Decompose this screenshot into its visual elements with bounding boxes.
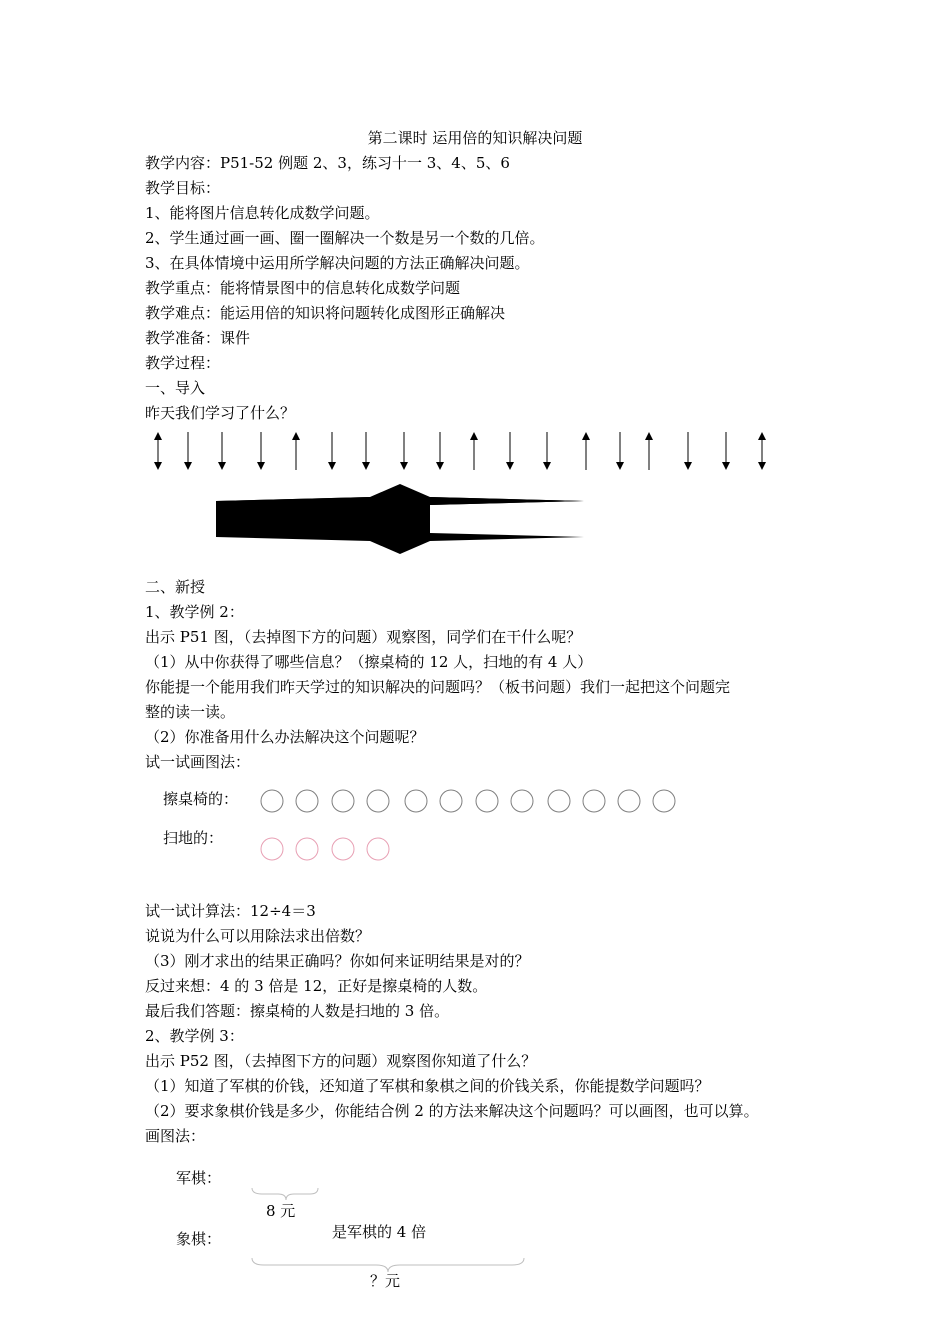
intro-heading: 一、导入 xyxy=(145,379,206,397)
sweep-circle xyxy=(332,838,354,860)
lesson-heading: 二、新授 xyxy=(145,578,206,596)
preparation: 教学准备：课件 xyxy=(145,329,251,347)
down-arrow-icon xyxy=(506,432,514,470)
goal-3: 3、在具体情境中运用所学解决问题的方法正确解决问题。 xyxy=(145,254,530,272)
down-arrow-icon xyxy=(257,432,265,470)
ex2-q1b-line1: 你能提一个能用我们昨天学过的知识解决的问题吗？（板书问题）我们一起把这个问题完 xyxy=(145,678,731,696)
ex2-draw: 试一试画图法： xyxy=(145,753,251,771)
ex3-q1: （1）知道了军棋的价钱，还知道了军棋和象棋之间的价钱关系，你能提数学问题吗？ xyxy=(145,1077,710,1095)
ex3-heading: 2、教学例 3： xyxy=(145,1027,244,1045)
wipe-circle xyxy=(261,790,283,812)
ex3-show: 出示 P52 图，（去掉图下方的问题）观察图你知道了什么？ xyxy=(145,1052,537,1070)
up-arrow-icon xyxy=(470,432,478,470)
ex2-q1b-line2: 整的读一读。 xyxy=(145,703,236,721)
wipe-circle xyxy=(367,790,389,812)
junqi-price: 8 元 xyxy=(266,1202,296,1220)
page-title: 第二课时 运用倍的知识解决问题 xyxy=(367,129,583,147)
goals-label: 教学目标： xyxy=(145,179,221,197)
wipe-circle xyxy=(618,790,640,812)
down-arrow-icon xyxy=(328,432,336,470)
down-arrow-icon xyxy=(616,432,624,470)
sweep-circle xyxy=(367,838,389,860)
sweep-circle xyxy=(261,838,283,860)
wipe-circles xyxy=(261,790,675,812)
wipe-circle xyxy=(653,790,675,812)
up-arrow-icon xyxy=(582,432,590,470)
down-arrow-icon xyxy=(722,432,730,470)
ex2-why: 说说为什么可以用除法求出倍数？ xyxy=(145,927,371,945)
arrow-row xyxy=(154,432,766,470)
wipe-circle xyxy=(332,790,354,812)
label-sweep: 扫地的： xyxy=(163,829,224,847)
ex2-reverse: 反过来想：4 的 3 倍是 12，正好是擦桌椅的人数。 xyxy=(145,977,488,995)
ex2-answer: 最后我们答题：擦桌椅的人数是扫地的 3 倍。 xyxy=(145,1002,450,1020)
down-arrow-icon xyxy=(543,432,551,470)
wipe-circle xyxy=(476,790,498,812)
wipe-circle xyxy=(405,790,427,812)
ex2-q2: （2）你准备用什么办法解决这个问题呢？ xyxy=(145,728,425,746)
xiangqi-relation: 是军棋的 4 倍 xyxy=(332,1223,427,1241)
process-label: 教学过程： xyxy=(145,354,221,372)
xiangqi-price: ？元 xyxy=(370,1272,401,1290)
goal-2: 2、学生通过画一画、圈一圈解决一个数是另一个数的几倍。 xyxy=(145,229,545,247)
xiangqi-brace xyxy=(252,1258,524,1272)
up-arrow-icon xyxy=(645,432,653,470)
ex2-heading: 1、教学例 2： xyxy=(145,603,244,621)
ex2-calc: 试一试计算法：12÷4＝3 xyxy=(145,902,316,920)
down-arrow-icon xyxy=(684,432,692,470)
ex2-q1: （1）从中你获得了哪些信息？（擦桌椅的 12 人，扫地的有 4 人） xyxy=(145,653,593,671)
sweep-circles xyxy=(261,838,389,860)
ex3-q2: （2）要求象棋价钱是多少，你能结合例 2 的方法来解决这个问题吗？可以画图，也可以算。 xyxy=(145,1102,759,1120)
label-wipe: 擦桌椅的： xyxy=(163,790,239,808)
sweep-circle xyxy=(296,838,318,860)
goal-1: 1、能将图片信息转化成数学问题。 xyxy=(145,204,380,222)
up-arrow-icon xyxy=(292,432,300,470)
label-xiangqi: 象棋： xyxy=(176,1230,222,1248)
intro-question: 昨天我们学习了什么？ xyxy=(145,404,296,422)
teaching-content: 教学内容：P51-52 例题 2、3，练习十一 3、4、5、6 xyxy=(145,154,510,172)
black-arrow-shape xyxy=(216,484,584,554)
junqi-brace xyxy=(252,1188,318,1200)
wipe-circle xyxy=(511,790,533,812)
wipe-circle xyxy=(440,790,462,812)
difficulty: 教学难点：能运用倍的知识将问题转化成图形正确解决 xyxy=(145,304,506,322)
ex2-q3: （3）刚才求出的结果正确吗？你如何来证明结果是对的？ xyxy=(145,952,530,970)
down-arrow-icon xyxy=(218,432,226,470)
down-arrow-icon xyxy=(436,432,444,470)
down-arrow-icon xyxy=(400,432,408,470)
ex2-show: 出示 P51 图，（去掉图下方的问题）观察图，同学们在干什么呢？ xyxy=(145,628,582,646)
double-arrow-icon xyxy=(154,432,162,470)
ex3-draw: 画图法： xyxy=(145,1127,206,1145)
wipe-circle xyxy=(583,790,605,812)
key-point: 教学重点：能将情景图中的信息转化成数学问题 xyxy=(145,279,461,297)
wipe-circle xyxy=(296,790,318,812)
double-arrow-icon xyxy=(758,432,766,470)
label-junqi: 军棋： xyxy=(176,1169,222,1187)
down-arrow-icon xyxy=(362,432,370,470)
down-arrow-icon xyxy=(184,432,192,470)
wipe-circle xyxy=(548,790,570,812)
